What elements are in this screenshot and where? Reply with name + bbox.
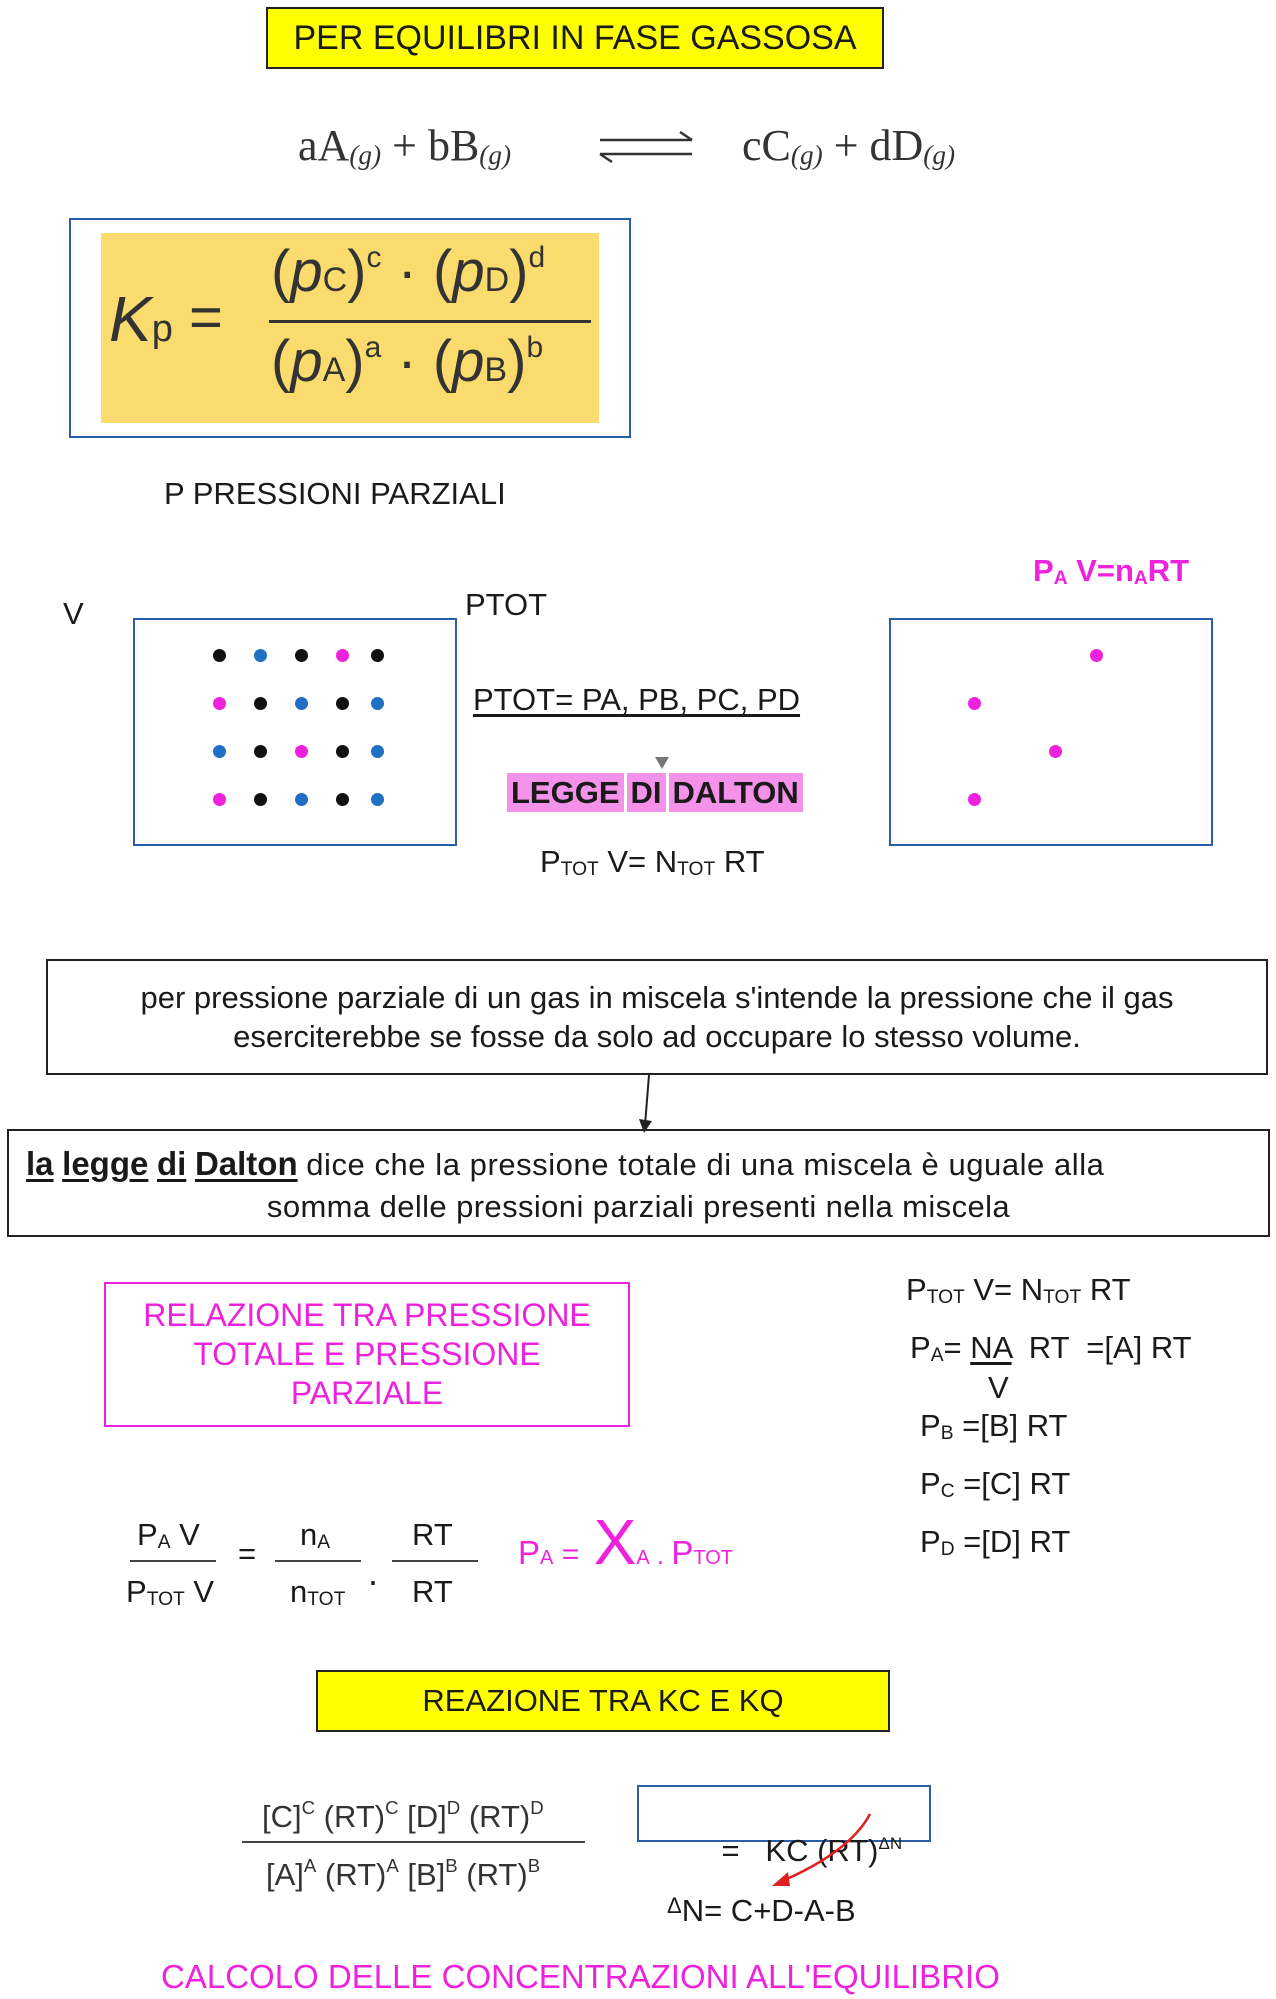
frac-dot: . <box>368 1552 379 1593</box>
title-kc-kq: REAZIONE TRA KC E KQ <box>422 1683 784 1718</box>
right-pa-formula: PA= NA RT =[A] RT <box>910 1330 1192 1366</box>
right-pb-formula: PB =[B] RT <box>920 1408 1068 1444</box>
gas-particle <box>254 697 267 710</box>
volume-label: V <box>63 596 84 631</box>
single-gas-box <box>889 618 1213 846</box>
product-c: cC <box>742 121 791 170</box>
delta-n-formula: $^\Delta$N= C+D-A-B <box>667 1893 856 1928</box>
gas-particle <box>295 649 308 662</box>
dalton-highlight <box>507 775 803 811</box>
equilibrium-arrows-icon <box>596 130 696 164</box>
gas-mixture-box <box>133 618 457 846</box>
gas-particle <box>213 697 226 710</box>
gas-particle <box>371 793 384 806</box>
relazione-line1: RELAZIONE TRA PRESSIONE <box>143 1297 591 1333</box>
gas-particle <box>213 745 226 758</box>
gas-particle <box>336 649 349 662</box>
gas-particle <box>336 793 349 806</box>
definition-box <box>46 959 1268 1075</box>
relazione-line2: TOTALE E PRESSIONE <box>193 1336 541 1372</box>
product-d: dD <box>869 121 924 170</box>
right-pd-formula: PD =[D] RT <box>920 1524 1071 1560</box>
definition-text: per pressione parziale di un gas in miscela s'intende la pressione che il gas eserciterebbe se fosse da solo ad occupare lo stesso volume. <box>140 980 1174 1054</box>
red-arrow-icon <box>770 1812 880 1892</box>
relazione-line3: PARZIALE <box>290 1375 444 1411</box>
gas-a-particle <box>968 697 981 710</box>
frac-na: nA <box>300 1517 331 1553</box>
gas-particle <box>336 745 349 758</box>
right-pa-denominator: V <box>988 1370 1009 1405</box>
reaction-products: cC(g) + dD(g) <box>742 121 956 171</box>
footer-calcolo: CALCOLO DELLE CONCENTRAZIONI ALL'EQUILIBRIO <box>161 1958 1000 1995</box>
kc-fraction-line <box>242 1841 585 1843</box>
title-equilibri: PER EQUILIBRI IN FASE GASSOSA <box>293 19 857 57</box>
gas-particle <box>371 745 384 758</box>
frac-equals: = <box>238 1536 257 1571</box>
kp-formula-box <box>69 218 631 438</box>
dalton-law-line2: somma delle pressioni parziali presenti nella miscela <box>266 1189 1011 1224</box>
gas-particle <box>254 649 267 662</box>
kc-result-text: = KC (RT)$^{\Delta N}$ <box>721 1833 903 1868</box>
frac-rt-bottom: RT <box>412 1574 453 1609</box>
relazione-box <box>104 1282 630 1427</box>
kp-fraction-line <box>269 320 591 323</box>
reaction-equation: aA(g) + bB(g) <box>298 121 512 171</box>
ptot-sum-equation: PTOT= PA, PB, PC, PD <box>473 682 801 717</box>
gas-particle <box>295 697 308 710</box>
gas-particle <box>213 649 226 662</box>
right-ptot-formula: PTOT V= NTOT RT <box>906 1272 1131 1308</box>
kp-numerator: (pC)$^c$ · (pD)$^d$ <box>271 239 546 304</box>
kp-denominator: (pA)$^a$ · (pB)$^b$ <box>271 329 544 394</box>
frac-line-3 <box>392 1560 478 1562</box>
kc-numerator: $[C]^C$ (RT)$^C$ $[D]^D$ (RT)$^D$ <box>262 1797 544 1835</box>
down-arrow-icon <box>636 1075 656 1135</box>
gas-a-particle <box>968 793 981 806</box>
gas-particle <box>254 745 267 758</box>
title-box-kc-kq <box>316 1670 890 1732</box>
gas-a-particle <box>1090 649 1103 662</box>
pa-ideal-gas-formula: PA V=nART <box>1033 553 1190 589</box>
frac-line-1 <box>130 1560 216 1562</box>
frac-ptot-v: PTOT V <box>126 1574 215 1610</box>
dalton-law-box <box>7 1129 1270 1237</box>
kp-equals: = <box>189 285 223 350</box>
kc-denominator: $[A]^A$ (RT)$^A$ $[B]^B$ (RT)$^B$ <box>266 1855 541 1893</box>
gas-particle <box>254 793 267 806</box>
dalton-word-di: DI <box>627 773 666 812</box>
kp-symbol: Kp <box>109 283 173 355</box>
gas-particle <box>371 697 384 710</box>
gas-particle <box>336 697 349 710</box>
p-pressioni-label: P PRESSIONI PARZIALI <box>164 476 506 511</box>
cursor-marker-icon <box>655 757 671 771</box>
ptot-label: PTOT <box>465 587 548 622</box>
dalton-word-legge: LEGGE <box>507 773 624 812</box>
reactant-b: bB <box>427 121 480 170</box>
gas-particle <box>371 649 384 662</box>
gas-a-particle <box>1049 745 1062 758</box>
frac-line-2 <box>275 1560 361 1562</box>
gas-particle <box>295 745 308 758</box>
frac-rt-top: RT <box>412 1517 453 1552</box>
gas-particle <box>213 793 226 806</box>
dalton-word-dalton: DALTON <box>669 773 803 812</box>
dalton-law-line1: la legge di Dalton dice che la pressione totale di una miscela è uguale alla <box>26 1145 1105 1182</box>
frac-ntot: nTOT <box>290 1574 346 1610</box>
reactant-a: aA <box>298 121 350 170</box>
frac-pa-v: PA V <box>137 1517 200 1553</box>
title-box-equilibri <box>266 7 884 69</box>
pa-mole-fraction-formula: PA = XA . PTOT <box>518 1506 734 1578</box>
right-pc-formula: PC =[C] RT <box>920 1466 1071 1502</box>
ptot-v-formula: PTOT V= NTOT RT <box>540 844 765 880</box>
gas-particle <box>295 793 308 806</box>
